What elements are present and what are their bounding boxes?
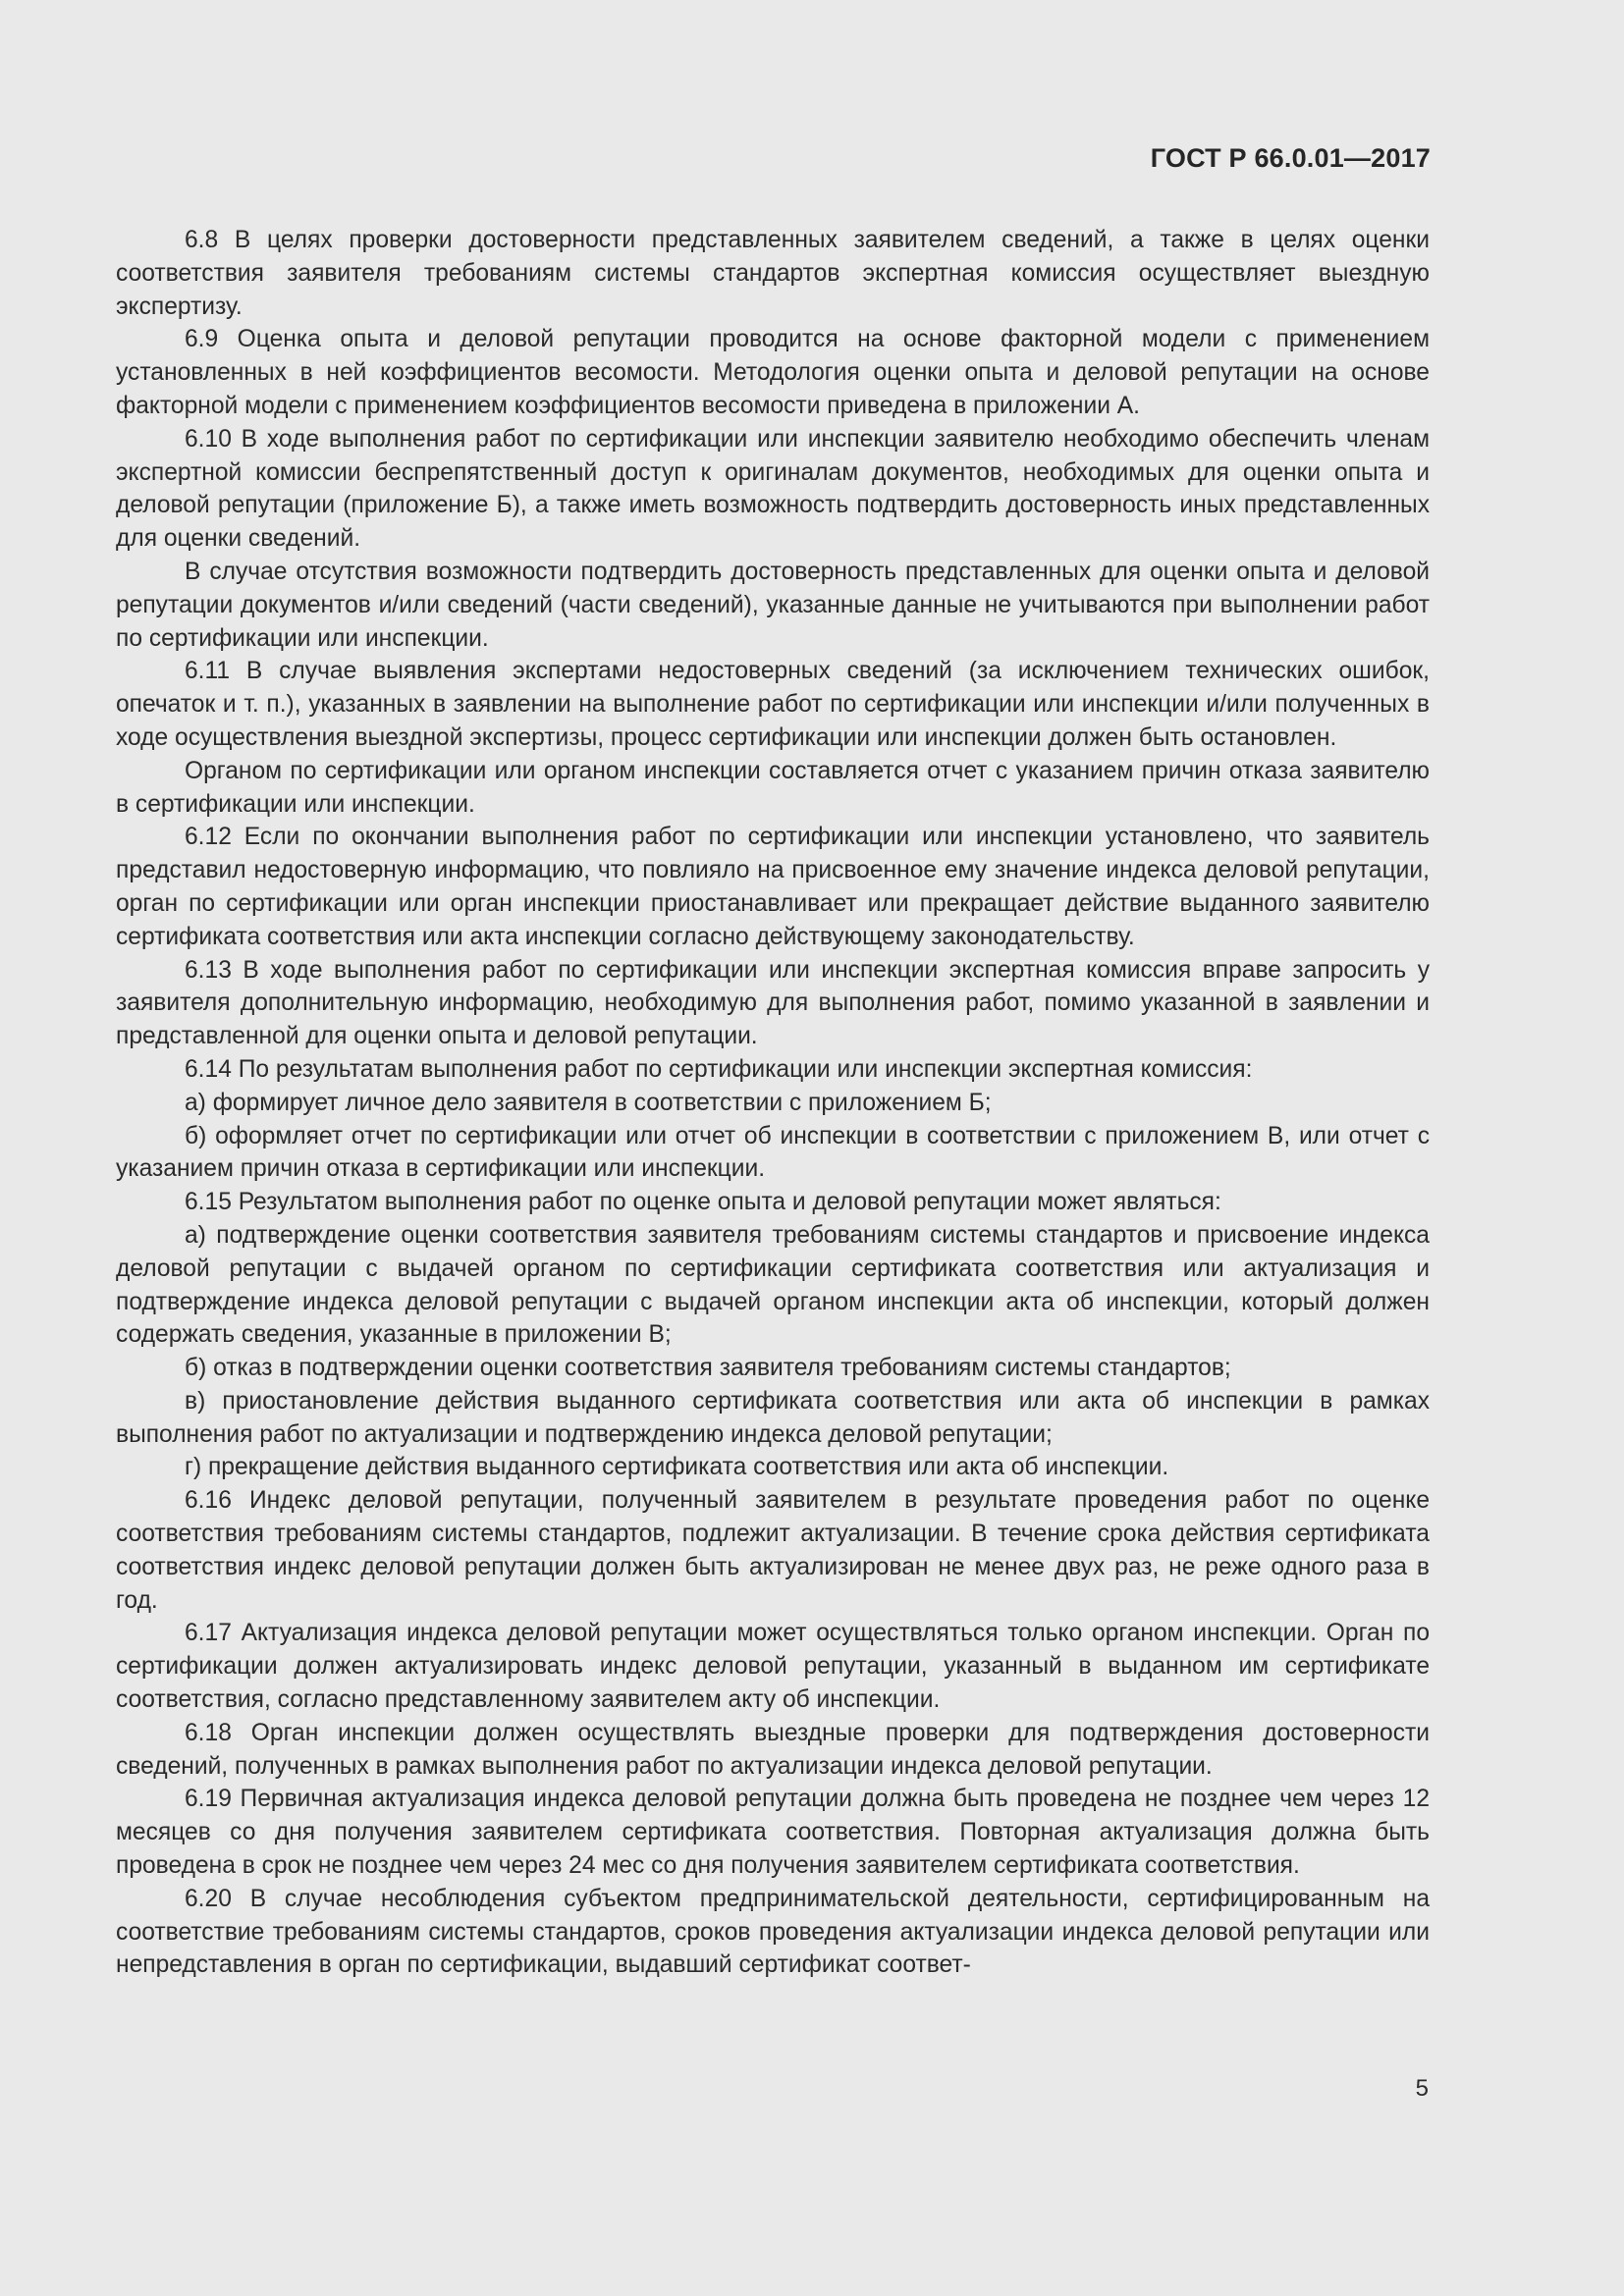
paragraph-6-15-a: а) подтверждение оценки соответствия заявителя требованиям системы стандартов и присвоение индекса деловой репутации с выдачей органом по сертификации сертификата соответствия или актуализация и подтверждение индекса деловой репутации с выдачей органом инспекции акта об инспекции, который должен содержать сведения, указанные в приложении В;: [116, 1221, 1430, 1349]
document-body: [116, 224, 1430, 1982]
paragraph-6-12: 6.12 Если по окончании выполнения работ по сертификации или инспекции установлено, что заявитель представил недостоверную информацию, что повлияло на присвоенное ему значение индекса деловой репутации, орган по сертификации или орган инспекции приостанавливает или прекращает действие выданного заявителю сертификата соответствия или акта инспекции согласно действующему законодательству.: [116, 824, 1430, 950]
paragraph-6-20: 6.20 В случае несоблюдения субъектом предпринимательской деятельности, сертифицированным на соответствие требованиям системы стандартов, сроков проведения актуализации индекса деловой репутации или непредставления в орган по сертификации, выдавший сертификат соответ-: [116, 1885, 1430, 1979]
paragraph-6-15: 6.15 Результатом выполнения работ по оценке опыта и деловой репутации может являться:: [185, 1189, 1221, 1216]
paragraph-6-10: 6.10 В ходе выполнения работ по сертификации или инспекции заявителю необходимо обеспечить членам экспертной комиссии беспрепятственный доступ к оригиналам документов, необходимых для оценки опыта и деловой репутации (приложение Б), а также иметь возможность подтвердить достоверность иных представленных для оценки сведений.: [116, 425, 1430, 553]
paragraph-6-9: 6.9 Оценка опыта и деловой репутации проводится на основе факторной модели с применением установленных в ней коэффициентов весомости. Методология оценки опыта и деловой репутации на основе факторной модели с применением коэффициентов весомости приведена в приложении А.: [116, 326, 1430, 419]
paragraph-6-15-g: г) прекращение действия выданного сертификата соответствия или акта об инспекции.: [185, 1454, 1169, 1481]
paragraph-6-11: 6.11 В случае выявления экспертами недостоверных сведений (за исключением технических ошибок, опечаток и т. п.), указанных в заявлении на выполнение работ по сертификации или инспекции и/или полученных в ходе осуществления выездной экспертизы, процесс сертификации или инспекции должен быть остановлен.: [116, 658, 1430, 751]
paragraph-6-10-cont: В случае отсутствия возможности подтвердить достоверность представленных для оценки опыта и деловой репутации документов и/или сведений (части сведений), указанные данные не учитываются при выполнении работ по сертификации или инспекции.: [116, 558, 1430, 652]
paragraph-6-14-a: а) формирует личное дело заявителя в соответствии с приложением Б;: [185, 1089, 992, 1116]
paragraph-6-13: 6.13 В ходе выполнения работ по сертификации или инспекции экспертная комиссия вправе запросить у заявителя дополнительную информацию, необходимую для выполнения работ, помимо указанной в заявлении и представленной для оценки опыта и деловой репутации.: [116, 956, 1430, 1050]
paragraph-6-14: 6.14 По результатам выполнения работ по сертификации или инспекции экспертная комиссия:: [185, 1055, 1253, 1083]
paragraph-6-8: 6.8 В целях проверки достоверности представленных заявителем сведений, а также в целях оценки соответствия заявителя требованиям системы стандартов экспертная комиссия осуществляет выездную экспертизу.: [116, 227, 1430, 320]
paragraph-6-17: 6.17 Актуализация индекса деловой репутации может осуществляться только органом инспекции. Орган по сертификации должен актуализировать индекс деловой репутации, указанный в выданном им сертификате соответствия, согласно представленному заявителем акту об инспекции.: [116, 1620, 1430, 1714]
paragraph-6-18: 6.18 Орган инспекции должен осуществлять выездные проверки для подтверждения достоверности сведений, полученных в рамках выполнения работ по актуализации индекса деловой репутации.: [116, 1719, 1430, 1780]
paragraph-6-16: 6.16 Индекс деловой репутации, полученный заявителем в результате проведения работ по оценке соответствия требованиям системы стандартов, подлежит актуализации. В течение срока действия сертификата соответствия индекс деловой репутации должен быть актуализирован не менее двух раз, не реже одного раза в год.: [116, 1487, 1430, 1614]
paragraph-6-14-b: б) оформляет отчет по сертификации или отчет об инспекции в соответствии с приложением В, или отчет с указанием причин отказа в сертификации или инспекции.: [116, 1122, 1430, 1183]
page-number: 5: [1415, 2075, 1429, 2102]
paragraph-6-15-b: б) отказ в подтверждении оценки соответствия заявителя требованиям системы стандартов;: [185, 1355, 1231, 1382]
paragraph-6-19: 6.19 Первичная актуализация индекса деловой репутации должна быть проведена не позднее чем через 12 месяцев со дня получения заявителем сертификата соответствия. Повторная актуализация должна быть проведена в срок не позднее чем через 24 мес со дня получения заявителем сертификата соответствия.: [116, 1786, 1430, 1880]
paragraph-6-11-cont: Органом по сертификации или органом инспекции составляется отчет с указанием причин отказа заявителю в сертификации или инспекции.: [116, 757, 1430, 818]
paragraph-6-15-v: в) приостановление действия выданного сертификата соответствия или акта об инспекции в рамках выполнения работ по актуализации и подтверждению индекса деловой репутации;: [116, 1387, 1430, 1448]
standard-code-header: ГОСТ Р 66.0.01—2017: [1150, 143, 1431, 173]
